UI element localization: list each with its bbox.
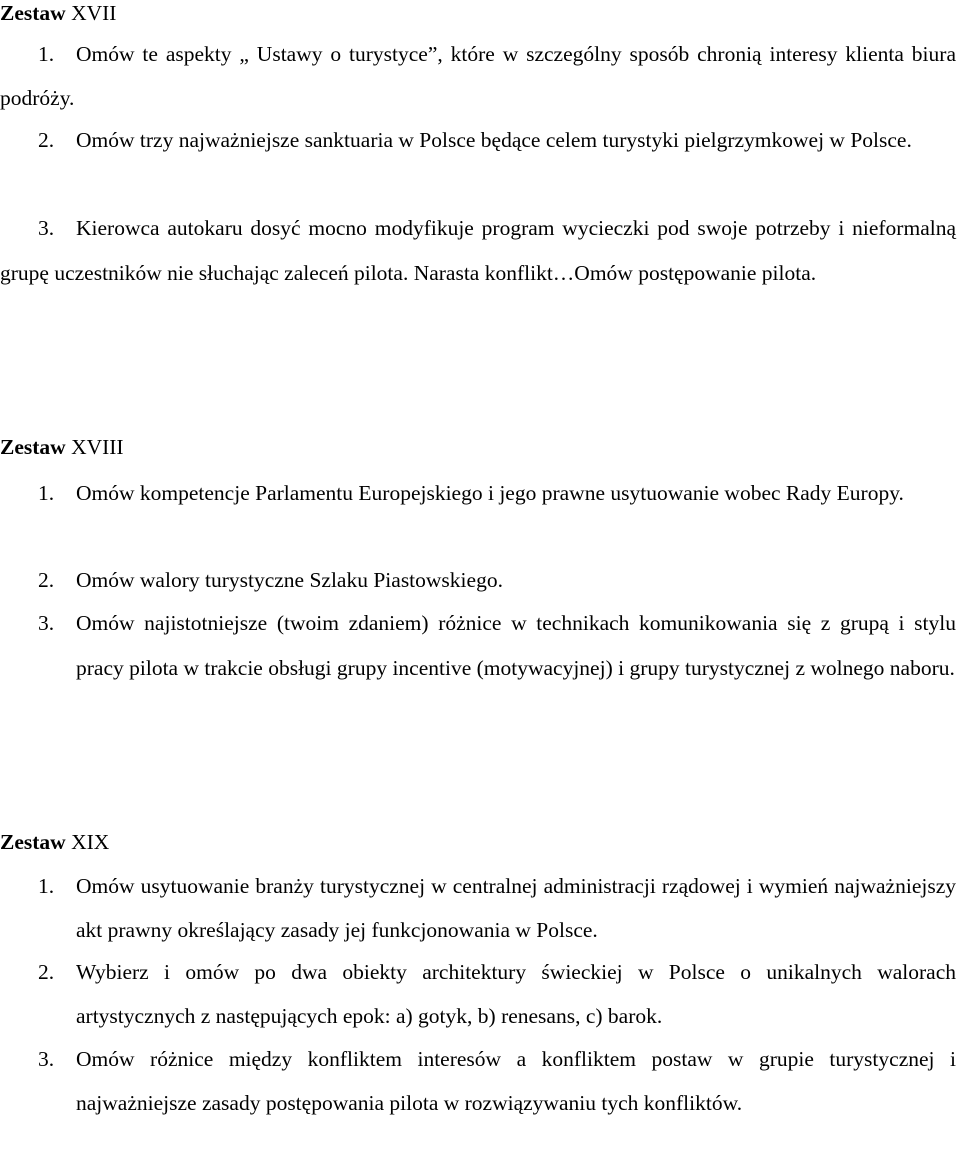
question-number: 2. bbox=[38, 960, 55, 984]
question-text: Wybierz i omów po dwa obiekty architektury świeckiej w Polsce o unikalnych walorach artystycznych z następujących epok: a) gotyk, b) renesans, c) barok. bbox=[76, 960, 956, 1028]
question-text: Omów najistotniejsze (twoim zdaniem) różnice w technikach komunikowania się z grupą i stylu pracy pilota w trakcie obsługi grupy incentive (motywacyjnej) i grupy turystycznej z wolnego naboru. bbox=[76, 611, 956, 680]
question-item bbox=[0, 1037, 956, 1125]
question-text: Omów te aspekty „ Ustawy o turystyce”, które w szczególny sposób chronią interesy klienta biura podróży. bbox=[0, 42, 956, 110]
question-number: 3. bbox=[38, 1047, 55, 1071]
question-text: Omów trzy najważniejsze sanktuaria w Polsce będące celem turystyki pielgrzymkowej w Polsce. bbox=[76, 128, 912, 152]
set-heading-word: Zestaw bbox=[0, 1, 66, 25]
question-item bbox=[0, 206, 956, 295]
set-heading-number: XIX bbox=[71, 830, 110, 854]
question-number: 2. bbox=[38, 568, 55, 592]
question-item bbox=[0, 33, 956, 120]
set-heading-word: Zestaw bbox=[0, 830, 66, 854]
question-item bbox=[0, 471, 956, 515]
question-number: 1. bbox=[38, 481, 55, 505]
question-item bbox=[0, 864, 956, 952]
set-heading-number: XVII bbox=[71, 1, 117, 25]
question-number: 3. bbox=[38, 216, 55, 240]
set-heading-number: XVIII bbox=[71, 435, 124, 459]
question-text: Omów różnice między konfliktem interesów a konfliktem postaw w grupie turystycznej i najważniejsze zasady postępowania pilota w rozwiązywaniu tych konfliktów. bbox=[76, 1047, 956, 1115]
set-heading bbox=[0, 434, 124, 460]
question-item bbox=[0, 601, 956, 690]
question-number: 2. bbox=[38, 128, 55, 152]
question-item bbox=[0, 558, 956, 602]
question-number: 1. bbox=[38, 42, 55, 66]
question-text: Kierowca autokaru dosyć mocno modyfikuje program wycieczki pod swoje potrzeby i nieformalną grupę uczestników nie słuchając zaleceń pilota. Narasta konflikt…Omów postępowanie pilota. bbox=[0, 216, 956, 285]
set-heading bbox=[0, 0, 116, 26]
set-heading-word: Zestaw bbox=[0, 435, 66, 459]
question-number: 1. bbox=[38, 874, 55, 898]
question-item bbox=[0, 950, 956, 1038]
question-number: 3. bbox=[38, 611, 55, 635]
question-text: Omów usytuowanie branży turystycznej w centralnej administracji rządowej i wymień najważniejszy akt prawny określający zasady jej funkcjonowania w Polsce. bbox=[76, 874, 956, 942]
question-text: Omów walory turystyczne Szlaku Piastowskiego. bbox=[76, 568, 503, 592]
set-heading bbox=[0, 829, 109, 855]
question-text: Omów kompetencje Parlamentu Europejskiego i jego prawne usytuowanie wobec Rady Europy. bbox=[76, 481, 904, 505]
question-item bbox=[0, 119, 956, 163]
